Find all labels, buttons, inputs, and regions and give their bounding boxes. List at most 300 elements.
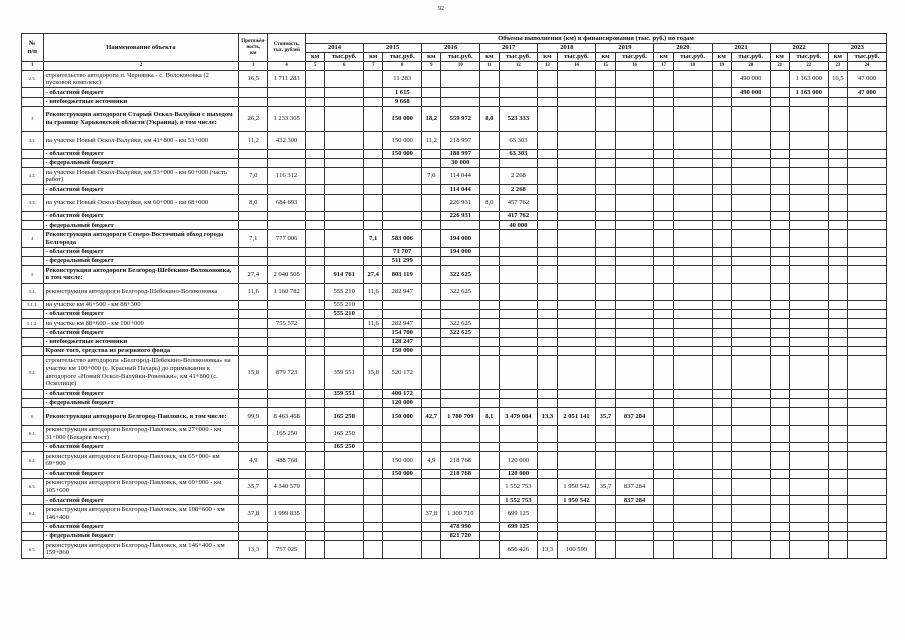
year-rub xyxy=(789,408,828,425)
year-km xyxy=(538,531,557,540)
year-rub xyxy=(441,88,480,97)
year-km xyxy=(364,337,383,346)
object-name: реконструкция автодороги Белгород-Шебекино-Волоконовка xyxy=(43,283,239,300)
row-number: 5.1.2. xyxy=(22,319,44,328)
year-km xyxy=(770,70,789,87)
object-name: - областной бюджет xyxy=(43,469,239,478)
year-km xyxy=(828,522,847,531)
header-unit-km: км xyxy=(480,53,499,62)
year-km xyxy=(770,283,789,300)
year-km xyxy=(422,399,441,408)
year-rub xyxy=(615,346,654,355)
year-km xyxy=(480,319,499,328)
year-km xyxy=(364,443,383,452)
year-rub xyxy=(383,185,422,194)
year-rub xyxy=(557,106,596,132)
year-rub xyxy=(731,425,770,442)
year-km xyxy=(305,496,324,505)
year-km xyxy=(828,212,847,221)
object-name: - федеральный бюджет xyxy=(43,221,239,230)
total-cost: 1 711 283 xyxy=(268,70,306,87)
header-unit-rub: тыс.руб. xyxy=(557,53,596,62)
length-km xyxy=(239,149,268,158)
year-km xyxy=(538,522,557,531)
year-rub xyxy=(673,132,712,149)
year-rub: 47 000 xyxy=(848,88,887,97)
object-name: на участке км 46+500 - км 88+300 xyxy=(43,300,239,309)
year-km xyxy=(596,88,615,97)
year-rub xyxy=(325,319,364,328)
year-rub xyxy=(557,230,596,247)
year-km xyxy=(828,257,847,266)
year-km xyxy=(712,337,731,346)
column-index-cell: 10 xyxy=(441,62,480,71)
year-rub xyxy=(789,505,828,522)
year-km xyxy=(364,132,383,149)
year-km xyxy=(770,346,789,355)
table-row xyxy=(22,522,887,531)
year-rub xyxy=(557,469,596,478)
year-km xyxy=(422,257,441,266)
year-rub xyxy=(615,194,654,211)
year-rub: 490 000 xyxy=(731,88,770,97)
year-km xyxy=(828,319,847,328)
year-km xyxy=(422,149,441,158)
year-km: 16,5 xyxy=(828,70,847,87)
year-rub: 226 931 xyxy=(441,212,480,221)
year-rub xyxy=(673,337,712,346)
year-rub xyxy=(441,337,480,346)
object-name: Кроме того, средства из резервного фонда xyxy=(43,346,239,355)
total-cost xyxy=(268,531,306,540)
year-rub xyxy=(789,319,828,328)
year-km xyxy=(770,425,789,442)
year-rub: 559 972 xyxy=(441,106,480,132)
year-rub: 2 268 xyxy=(499,168,538,185)
year-km xyxy=(480,389,499,398)
length-km xyxy=(239,399,268,408)
year-rub xyxy=(383,212,422,221)
row-number xyxy=(22,496,44,505)
table-row xyxy=(22,408,887,425)
year-rub xyxy=(441,399,480,408)
year-km xyxy=(828,230,847,247)
year-rub xyxy=(499,247,538,256)
total-cost xyxy=(268,185,306,194)
row-number: 6.5. xyxy=(22,541,44,558)
year-km xyxy=(770,310,789,319)
header-unit-km: км xyxy=(364,53,383,62)
header-year: 2019 xyxy=(596,44,654,53)
year-rub xyxy=(615,149,654,158)
header-unit-rub: тыс.руб. xyxy=(789,53,828,62)
year-km xyxy=(480,346,499,355)
year-km xyxy=(480,221,499,230)
total-cost xyxy=(268,149,306,158)
year-rub xyxy=(383,221,422,230)
year-rub xyxy=(673,106,712,132)
year-rub xyxy=(848,212,887,221)
column-index-cell: 7 xyxy=(364,62,383,71)
length-km xyxy=(239,389,268,398)
year-rub xyxy=(615,505,654,522)
year-rub xyxy=(731,399,770,408)
year-km xyxy=(305,70,324,87)
table-row xyxy=(22,266,887,283)
year-km xyxy=(422,300,441,309)
object-name: - областной бюджет xyxy=(43,88,239,97)
year-km xyxy=(654,149,673,158)
year-km xyxy=(305,230,324,247)
year-km xyxy=(770,522,789,531)
row-number: 2.3. xyxy=(22,70,44,87)
year-km xyxy=(770,149,789,158)
table-row xyxy=(22,283,887,300)
year-rub xyxy=(557,300,596,309)
total-cost xyxy=(268,443,306,452)
year-km xyxy=(712,283,731,300)
year-km xyxy=(480,443,499,452)
year-rub xyxy=(789,149,828,158)
year-km xyxy=(305,247,324,256)
year-rub: 150 000 xyxy=(383,346,422,355)
object-name: на участке Новый Оскол-Валуйки, км 53+000 - км 60+000 (часть работ) xyxy=(43,168,239,185)
year-rub: 837 284 xyxy=(615,496,654,505)
year-rub xyxy=(789,337,828,346)
year-km xyxy=(654,319,673,328)
year-rub xyxy=(848,300,887,309)
year-km xyxy=(364,247,383,256)
table-row xyxy=(22,132,887,149)
year-km xyxy=(770,106,789,132)
year-rub xyxy=(615,212,654,221)
year-rub: 1 950 542 xyxy=(557,496,596,505)
table-row xyxy=(22,230,887,247)
row-number: 4 xyxy=(22,230,44,247)
year-km xyxy=(828,328,847,337)
length-km: 37,8 xyxy=(239,505,268,522)
year-km xyxy=(770,505,789,522)
year-rub: 359 551 xyxy=(325,356,364,390)
year-rub xyxy=(848,541,887,558)
year-rub: 1 552 753 xyxy=(499,478,538,495)
year-rub xyxy=(848,310,887,319)
year-rub xyxy=(673,194,712,211)
length-km xyxy=(239,247,268,256)
header-length: Протяжён- ность, км xyxy=(239,34,268,62)
year-km xyxy=(770,452,789,469)
length-km: 27,4 xyxy=(239,266,268,283)
year-km xyxy=(422,522,441,531)
year-km: 11,6 xyxy=(364,283,383,300)
year-km xyxy=(364,541,383,558)
year-km xyxy=(654,212,673,221)
year-km xyxy=(364,149,383,158)
year-km xyxy=(770,319,789,328)
year-km xyxy=(538,425,557,442)
year-rub xyxy=(789,230,828,247)
year-km xyxy=(538,221,557,230)
year-km xyxy=(712,469,731,478)
year-rub: 322 625 xyxy=(441,283,480,300)
year-km xyxy=(480,337,499,346)
year-km xyxy=(712,230,731,247)
year-rub: 1 950 542 xyxy=(557,478,596,495)
year-km xyxy=(596,531,615,540)
object-name: Реконструкция автодороги Белгород-Шебекино-Волоконовка, в том числе: xyxy=(43,266,239,283)
year-rub: 914 761 xyxy=(325,266,364,283)
table-row xyxy=(22,247,887,256)
year-rub xyxy=(673,478,712,495)
year-km xyxy=(654,337,673,346)
year-km xyxy=(305,300,324,309)
column-index-cell: 11 xyxy=(480,62,499,71)
year-km xyxy=(712,346,731,355)
year-rub xyxy=(615,541,654,558)
year-rub: 47 000 xyxy=(848,70,887,87)
year-km xyxy=(305,310,324,319)
year-km xyxy=(596,106,615,132)
year-rub xyxy=(383,478,422,495)
year-km xyxy=(364,408,383,425)
year-km: 15,8 xyxy=(364,356,383,390)
year-rub xyxy=(673,496,712,505)
year-km xyxy=(654,522,673,531)
year-rub xyxy=(325,522,364,531)
length-km xyxy=(239,257,268,266)
year-rub xyxy=(673,443,712,452)
year-rub xyxy=(673,522,712,531)
year-rub: 1 300 710 xyxy=(441,505,480,522)
year-rub xyxy=(848,408,887,425)
year-km xyxy=(712,505,731,522)
year-rub xyxy=(499,531,538,540)
year-km xyxy=(596,337,615,346)
total-cost xyxy=(268,212,306,221)
year-km xyxy=(364,70,383,87)
header-unit-rub: тыс.руб. xyxy=(615,53,654,62)
length-km xyxy=(239,496,268,505)
year-km xyxy=(770,496,789,505)
year-km xyxy=(828,478,847,495)
year-km: 8,0 xyxy=(480,106,499,132)
year-km: 8,1 xyxy=(480,408,499,425)
year-rub xyxy=(325,541,364,558)
year-km xyxy=(712,541,731,558)
year-rub xyxy=(499,389,538,398)
column-index-cell: 22 xyxy=(789,62,828,71)
year-rub xyxy=(731,496,770,505)
total-cost xyxy=(268,88,306,97)
year-rub: 30 000 xyxy=(441,158,480,167)
table-row xyxy=(22,319,887,328)
row-number: 5.1.1. xyxy=(22,300,44,309)
year-rub xyxy=(731,106,770,132)
total-cost xyxy=(268,97,306,106)
table-row xyxy=(22,356,887,390)
length-km: 35,7 xyxy=(239,478,268,495)
row-number xyxy=(22,310,44,319)
column-index-row xyxy=(22,62,887,71)
year-rub xyxy=(499,88,538,97)
row-number xyxy=(22,469,44,478)
length-km: 8,0 xyxy=(239,194,268,211)
year-km xyxy=(654,132,673,149)
table-row xyxy=(22,300,887,309)
header-unit-rub: тыс.руб. xyxy=(383,53,422,62)
year-km xyxy=(480,399,499,408)
year-km xyxy=(596,443,615,452)
year-rub xyxy=(325,132,364,149)
row-number: 3.3. xyxy=(22,194,44,211)
year-rub: 282 947 xyxy=(383,283,422,300)
table-row xyxy=(22,541,887,558)
year-rub xyxy=(789,247,828,256)
year-rub xyxy=(441,257,480,266)
year-rub xyxy=(789,346,828,355)
year-km xyxy=(828,505,847,522)
year-rub xyxy=(848,346,887,355)
year-rub xyxy=(615,132,654,149)
length-km xyxy=(239,158,268,167)
year-rub xyxy=(325,478,364,495)
year-km xyxy=(654,310,673,319)
table-row xyxy=(22,328,887,337)
year-rub xyxy=(673,149,712,158)
year-rub xyxy=(615,158,654,167)
year-km xyxy=(654,496,673,505)
year-km xyxy=(596,399,615,408)
year-km xyxy=(305,356,324,390)
year-km xyxy=(712,443,731,452)
year-rub xyxy=(615,300,654,309)
year-km xyxy=(654,346,673,355)
year-km xyxy=(712,88,731,97)
year-km xyxy=(654,469,673,478)
year-rub xyxy=(673,221,712,230)
year-rub xyxy=(673,168,712,185)
table-row xyxy=(22,443,887,452)
year-rub xyxy=(673,185,712,194)
object-name: реконструкция автодороги Белгород-Павловск, км 146+400 - км 159+860 xyxy=(43,541,239,558)
length-km: 15,8 xyxy=(239,356,268,390)
year-rub: 218 768 xyxy=(441,452,480,469)
year-rub: 165 250 xyxy=(325,425,364,442)
year-rub xyxy=(731,319,770,328)
year-km xyxy=(305,194,324,211)
table-row xyxy=(22,531,887,540)
year-rub xyxy=(383,496,422,505)
year-km: 11,6 xyxy=(364,319,383,328)
year-rub: 821 720 xyxy=(441,531,480,540)
total-cost xyxy=(268,158,306,167)
total-cost xyxy=(268,328,306,337)
object-name: - федеральный бюджет xyxy=(43,158,239,167)
year-km xyxy=(305,257,324,266)
year-km xyxy=(770,168,789,185)
header-unit-km: км xyxy=(422,53,441,62)
table-row xyxy=(22,149,887,158)
year-km xyxy=(538,106,557,132)
year-rub xyxy=(673,97,712,106)
year-km xyxy=(654,505,673,522)
year-rub xyxy=(848,356,887,390)
table-row xyxy=(22,496,887,505)
year-km xyxy=(422,356,441,390)
header-name: Наименование объекта xyxy=(43,34,239,62)
year-km xyxy=(480,310,499,319)
header-year: 2023 xyxy=(828,44,886,53)
length-km: 4,9 xyxy=(239,452,268,469)
year-rub xyxy=(383,531,422,540)
year-rub xyxy=(557,452,596,469)
year-rub: 555 210 xyxy=(325,310,364,319)
year-km xyxy=(538,469,557,478)
year-rub: 154 700 xyxy=(383,328,422,337)
year-rub xyxy=(441,70,480,87)
year-km xyxy=(596,346,615,355)
year-km xyxy=(828,425,847,442)
year-km xyxy=(712,266,731,283)
year-km xyxy=(480,168,499,185)
header-year: 2014 xyxy=(305,44,363,53)
year-km xyxy=(770,469,789,478)
year-rub xyxy=(499,346,538,355)
length-km xyxy=(239,185,268,194)
year-rub xyxy=(731,212,770,221)
row-number: 6.4. xyxy=(22,505,44,522)
header-year: 2015 xyxy=(364,44,422,53)
year-rub: 1 780 709 xyxy=(441,408,480,425)
year-km xyxy=(654,443,673,452)
length-km: 13,3 xyxy=(239,541,268,558)
year-km xyxy=(538,328,557,337)
table-row xyxy=(22,88,887,97)
year-km xyxy=(538,337,557,346)
year-rub xyxy=(789,328,828,337)
length-km xyxy=(239,469,268,478)
year-km xyxy=(712,70,731,87)
object-name: - областной бюджет xyxy=(43,328,239,337)
object-name: строительство автодороги п. Чернянка - с. Волоконовка (2 пусковой комплекс) xyxy=(43,70,239,87)
year-rub xyxy=(789,425,828,442)
year-km xyxy=(654,97,673,106)
year-rub xyxy=(557,247,596,256)
year-km xyxy=(770,212,789,221)
year-rub xyxy=(499,337,538,346)
object-name: Реконструкция автодороги Белгород-Павловск, в том числе: xyxy=(43,408,239,425)
year-km xyxy=(422,283,441,300)
column-index-cell: 4 xyxy=(268,62,306,71)
year-km xyxy=(364,496,383,505)
table-row xyxy=(22,221,887,230)
year-km xyxy=(422,328,441,337)
year-rub: 400 172 xyxy=(383,389,422,398)
year-rub xyxy=(441,221,480,230)
header-year: 2021 xyxy=(712,44,770,53)
year-km xyxy=(422,425,441,442)
year-km xyxy=(712,158,731,167)
year-km: 18,2 xyxy=(422,106,441,132)
year-rub xyxy=(848,452,887,469)
year-rub xyxy=(789,194,828,211)
year-km xyxy=(364,346,383,355)
total-cost: 755 572 xyxy=(268,319,306,328)
total-cost: 488 768 xyxy=(268,452,306,469)
year-km xyxy=(654,452,673,469)
year-rub xyxy=(557,389,596,398)
year-rub: 1 552 753 xyxy=(499,496,538,505)
